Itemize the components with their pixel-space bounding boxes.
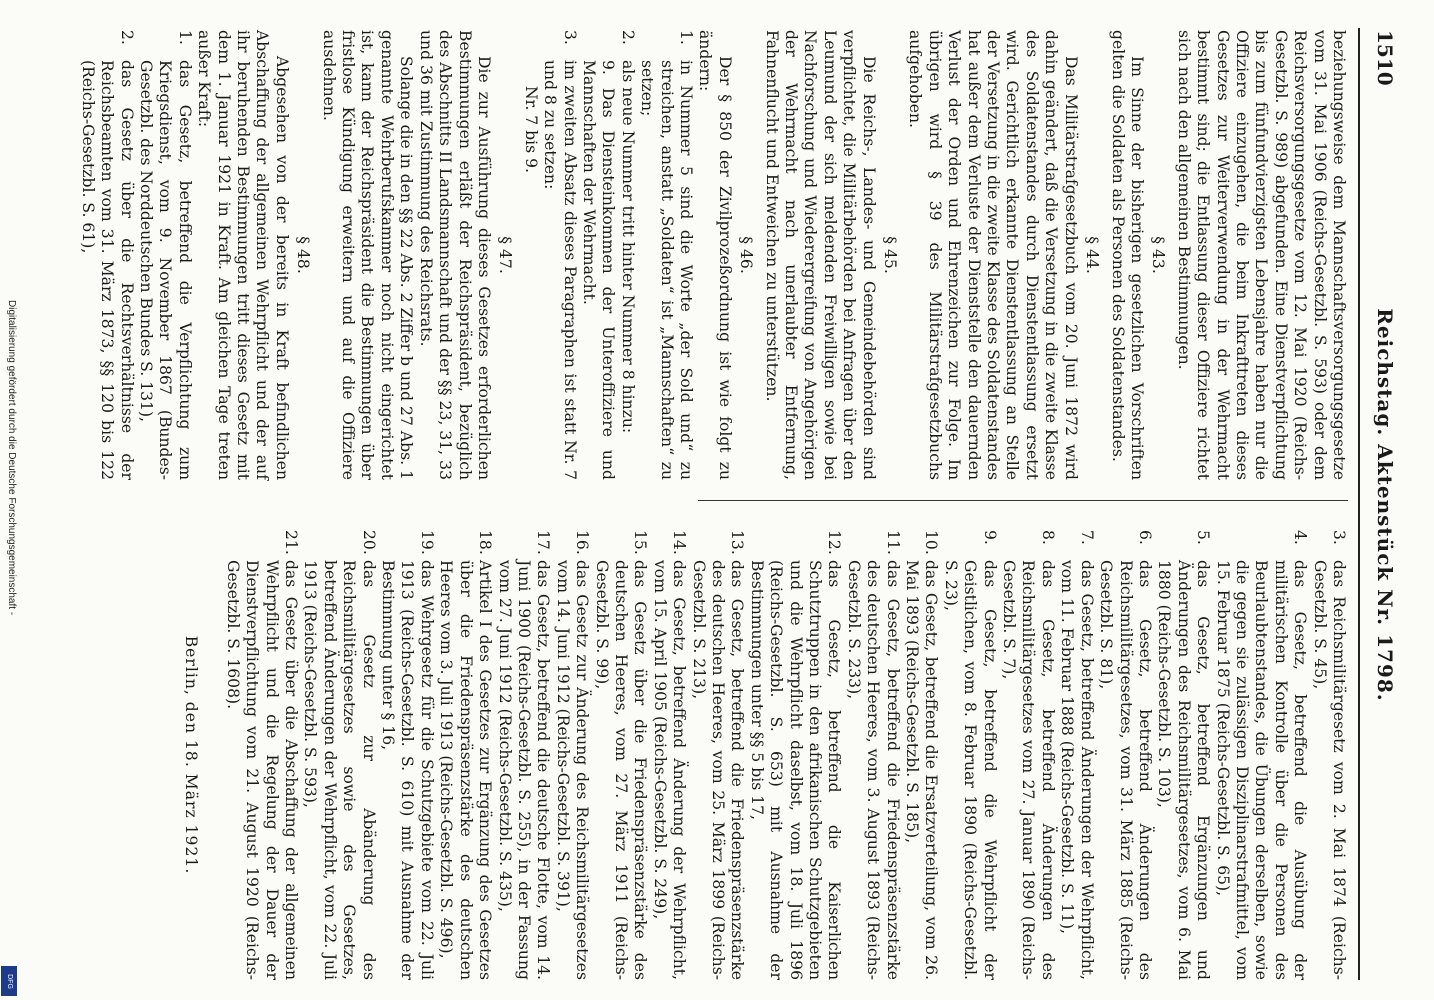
item-text: das Reichsmilitärgesetz vom 2. Mai 1874 (Reichs-Gesetzbl. S. 45), [1310,560,1348,980]
item-text: das Gesetz über die Friedenspräsenzstärke des deutschen Heeres, vom 27. März 1911 (Reichs-Gesetzbl. S. 99), [592,560,650,980]
item-number: 19. [417,530,436,555]
paragraph: Abgesehen von der bereits in Kraft befindlichen Abschaffung der allgemeinen Wehrpflicht und der auf ihr beruhenden Bestimmungen tritt dieses Gesetz mit dem 1. Januar 1921 in Kraft. Am gleichen Tage treten außer Kraft: [195,30,291,480]
item-number: 2. [117,30,136,45]
enumerated-item [637,30,695,480]
enumerated-item [591,530,649,980]
item-text: das Gesetz, betreffend die Ausübung der militärischen Kontrolle über die Personen des Beurlaubtenstandes, die Übungen derselben, sowie die gegen sie zulässigen Disziplinarstrafmittel, vom 15. Februar 1875 (Reichs-Gesetzbl. S. 65), [1213,560,1310,980]
item-text: das Gesetz, betreffend die Ersatzverteilung, vom 26. Mai 1893 (Reichs-Gesetzbl. S. 185), [903,560,941,980]
item-number: 7. [1077,530,1096,545]
digitization-note [2,300,20,1000]
item-number: 11. [883,530,902,555]
enumerated-item [1096,530,1154,980]
item-number: 1. [175,30,194,45]
item-text: das Gesetz zur Abänderung des Reichsmilitärgesetzes sowie des Gesetzes, betreffend Änderungen der Wehrpflicht, vom 22. Juli 1913 (Reichs-Gesetzbl. S. 593), [301,560,378,980]
enumerated-item [378,530,436,980]
enumerated-item [540,30,579,480]
item-text: das Gesetz, betreffend die Kaiserlichen Schutztruppen in den afrikanischen Schutzgebieten und die Wehrpflicht daselbst, vom 18. Juli 1896 (Reichs-Gesetzbl. S. 653) mit Ausnahme der Bestimmungen unter §§ 5 bis 17, [747,560,844,980]
item-number: 8. [1038,530,1057,545]
item-number: 3. [560,30,579,45]
enumerated-item [999,530,1057,980]
paragraph: Im Sinne der bisherigen gesetzlichen Vorschriften gelten die Soldaten als Personen des Soldatenstandes. [1108,30,1146,480]
item-text: das Gesetz, betreffend Änderung der Wehrpflicht, vom 15. April 1905 (Reichs-Gesetzbl. S. 249), [650,560,689,980]
item-text: im zweiten Absatz dieses Paragraphen ist statt Nr. 7 und 8 zu setzen: [541,60,579,480]
paragraph: Das Militärstrafgesetzbuch vom 20. Juni 1872 wird dahin geändert, daß die Versetzung in die zweite Klasse des Soldatenstandes durch Dienstentlassung ersetzt wird. Gerichtlich erkannte Dienstentlassung an Stelle der Versetzung in die zweite Klasse des Soldatenstandes hat außer dem Verluste der Dienststelle den dauernden Verlust der Orden und Ehrenzeichen zur Folge. Im übrigen wird § 39 des Militärstrafgesetzbuchs aufgehoben. [906,30,1080,480]
item-text: das Gesetz, betreffend die Friedenspräsenzstärke des deutschen Heeres, vom 3. August 1893 (Reichs-Gesetzbl. S. 233), [844,560,902,980]
sub-item: 9. Das Diensteinkommen der Unteroffiziere und Mannschaften der Wehrmacht. [579,60,618,480]
item-number: 5. [1194,530,1213,545]
enumerated-item [436,530,494,980]
item-text: das Gesetz, betreffend Ergänzungen und Änderungen des Reichsmilitärgesetzes, vom 6. Mai 1880 (Reichs-Gesetzbl. S. 103), [1155,560,1213,980]
enumerated-item [746,530,843,980]
header-rule [1358,28,1360,980]
section-heading: § 44. [1083,236,1102,274]
item-number: 3. [1330,530,1348,545]
item-number: 4. [1291,530,1310,545]
sub-item: Nr. 7 bis 9. [521,86,540,173]
enumerated-item [1154,530,1212,980]
item-number: 21. [282,530,301,555]
enumerated-item [77,30,135,480]
item-text: das Gesetz, betreffend die Friedenspräsenzstärke des deutschen Heeres, vom 25. März 1899 (Reichs-Gesetzbl. S. 213), [689,560,747,980]
section-heading: § 43. [1149,236,1168,274]
paragraph: Solange die in den §§ 22 Abs. 2 Ziffer b und 27 Abs. 1 genannte Wehrberufskammer noch nicht eingerichtet ist, kann der Reichspräsident die Bestimmungen über fristlose Kündigung erweitern und auf die Offiziere ausdehnen. [319,30,416,480]
item-text: das Gesetz, betreffend Änderungen des Reichsmilitärgesetzes, vom 31. März 1885 (Reichs-Gesetzbl. S. 81), [1097,560,1154,980]
section-heading: § 46. [737,236,756,274]
item-number: 18. [476,530,495,555]
digitization-text: Digitalisierung gefördert durch die Deutsche Forschungsgemeinschaft - [6,300,17,616]
enumerated-item [1057,530,1096,980]
enumerated-item [843,530,901,980]
dfg-logo [1,966,17,996]
page-header [1364,30,1397,980]
item-number: 16. [573,530,592,555]
paragraph: Die Reichs-, Landes- und Gemeindebehörden sind verpflichtet, die Militärbehörden bei Anfragen über den Leumund der sich meldenden Freiwilligen sowie bei Nachforschung und Wiederergreifung von Angehörigen der Wehrmacht nach unerlaubter Entfernung, Fahnenflucht und Entweichen zu unterstützen. [762,30,878,480]
item-text: in Nummer 5 sind die Worte „der Sold und“ zu streichen, anstatt „Soldaten“ ist „Mannschaften“ zu setzen; [638,60,695,480]
item-text: das Gesetz, betreffend die Wehrpflicht der Geistlichen, vom 8. Februar 1890 (Reichs-Gesetzbl. S. 23), [941,560,999,980]
enumerated-item [688,530,746,980]
enumerated-item [300,530,378,980]
paragraph: Die zur Ausführung dieses Gesetzes erforderlichen Bestimmungen erläßt der Reichspräsident, bezüglich des Abschnitts II Landsmannschaft und der §§ 23, 31, 33 und 36 mit Zustimmung des Reichsrats. [416,30,493,480]
item-number: 17. [534,530,553,555]
item-text: das Wehrgesetz für die Schutzgebiete vom 22. Juli 1913 (Reichs-Gesetzbl. S. 610) mit Ausnahme der Bestimmung unter § 16, [379,560,436,980]
section-heading: § 47. [496,236,515,274]
enumerated-item [902,530,941,980]
item-text: das Gesetz, betreffend Änderungen des Reichsmilitärgesetzes vom 27. Januar 1890 (Reichs-Gesetzbl. S. 7), [1000,560,1057,980]
item-number: 12. [825,530,844,555]
item-number: 15. [631,530,650,555]
enumerated-item [1212,530,1309,980]
item-number: 9. [980,530,999,545]
right-column [181,530,1348,980]
item-text: das Gesetz, betreffend die Verpflichtung zum Kriegsdienst, vom 9. November 1867 (Bundes-Gesetzbl. des Norddeutschen Bundes S. 131), [137,60,194,480]
signature-line: Berlin, den 18. März 1921. [182,635,201,875]
item-number: 6. [1135,530,1154,545]
item-text: das Gesetz über die Rechtsverhältnisse der Reichsbeamten vom 31. März 1873, §§ 120 bis 122 (Reichs-Gesetzbl. S. 61), [78,60,136,480]
item-number: 1. [677,30,695,45]
enumerated-item [649,530,688,980]
item-number: 13. [728,530,747,555]
item-number: 14. [670,530,689,555]
item-text: das Gesetz über die Abschaffung der allgemeinen Wehrpflicht und die Regelung der Dauer der Dienstverpflichtung vom 21. August 1920 (Reichs-Gesetzbl. S. 1608). [223,560,301,980]
paragraph: beziehungsweise dem Mannschaftsversorgungsgesetze vom 31. Mai 1906 (Reichs-Gesetzbl. S. 593) oder dem Reichsversorgungsgesetze vom 12. Mai 1920 (Reichs-Gesetzbl. S. 989) abgefunden. Eine Dienstverpflichtung bis zum fünfundvierzigsten Lebensjahre haben nur die Offiziere einzugehen, die beim Inkrafttreten dieses Gesetzes zur Weiterverwendung in der Wehrmacht bestimmt sind; die Entlassung dieser Offiziere richtet sich nach den allgemeinen Bestimmungen. [1174,30,1348,480]
column-divider [698,500,1348,501]
enumerated-item [494,530,552,980]
left-column [77,30,1348,480]
paragraph: Der § 850 der Zivilprozeßordnung ist wie folgt zu ändern: [696,30,734,480]
item-text: Artikel I des Gesetzes zur Ergänzung des Gesetzes über die Friedenspräsenzstärke des deutschen Heeres vom 3. Juli 1913 (Reichs-Gesetzbl. S. 496), [437,560,495,980]
enumerated-item [1309,530,1348,980]
page-number: 1510 [1373,30,1397,86]
enumerated-item [222,530,300,980]
item-text: als neue Nummer tritt hinter Nummer 8 hinzu: [618,60,637,434]
item-number: 10. [922,530,941,555]
dfg-logo-text: DFG [5,973,13,989]
enumerated-item [136,30,194,480]
enumerated-item [552,530,591,980]
section-heading: § 45. [881,236,900,274]
item-number: 20. [359,530,378,555]
enumerated-item [940,530,998,980]
page-title: Reichstag. Aktenstück Nr. 1798. [1373,308,1397,702]
enumerated-item [617,30,636,480]
section-heading: § 48. [294,236,313,274]
item-text: das Gesetz zur Änderung des Reichsmilitärgesetzes vom 14. Juni 1912 (Reichs-Gesetzbl. S. 391), [553,560,592,980]
item-text: das Gesetz, betreffend die deutsche Flotte, vom 14. Juni 1900 (Reichs-Gesetzbl. S. 255), in der Fassung vom 27. Juni 1912 (Reichs-Gesetzbl. S. 435), [495,560,553,980]
item-number: 2. [618,30,637,45]
item-text: das Gesetz, betreffend Änderungen der Wehrpflicht, vom 11. Februar 1888 (Reichs-Gesetzbl. S. 11), [1058,560,1096,980]
